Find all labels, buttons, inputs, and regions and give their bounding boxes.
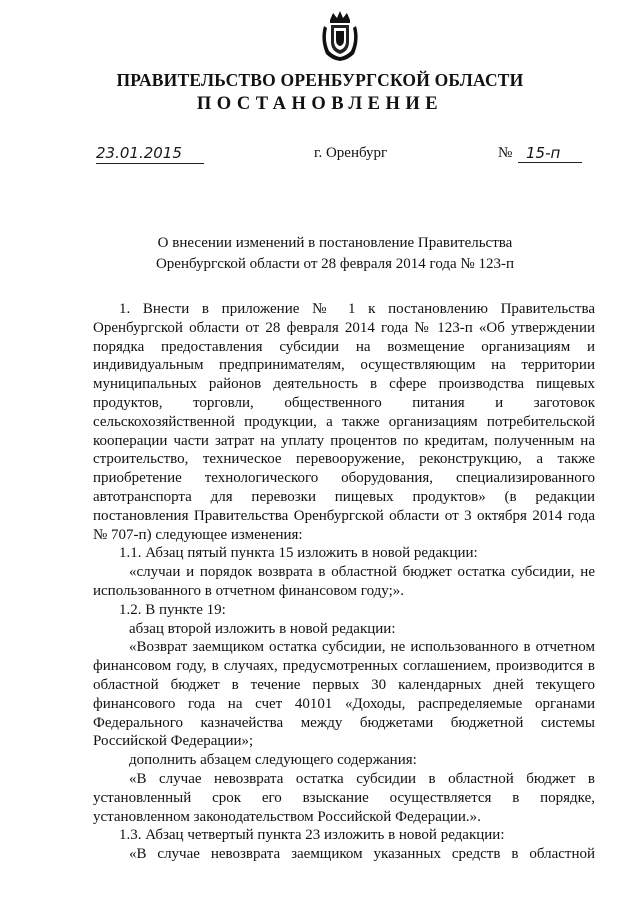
document-number: 15-п — [518, 144, 582, 163]
body-line: кооперации части затрат на уплату процентов по кредитам, полученным на — [93, 432, 595, 449]
body-line: финансового года на счет 40101 «Доходы, распределяемые органами — [93, 695, 595, 712]
body-line: 1.2. В пункте 19: — [119, 601, 226, 618]
body-line: № 707-п) следующее изменения: — [93, 526, 303, 543]
document-type: ПОСТАНОВЛЕНИЕ — [196, 94, 444, 114]
body-line: автотранспорта для перевозки пищевых продуктов» (в редакции — [93, 488, 595, 505]
coat-of-arms-icon — [318, 10, 362, 64]
document-body — [93, 300, 595, 864]
body-line: использованного в отчетном финансовом году;». — [93, 582, 404, 599]
body-line: 1.3. Абзац четвертый пункта 23 изложить в новой редакции: — [119, 827, 505, 844]
body-line: продуктов, торговли, общественного питания и заготовок — [93, 394, 595, 411]
body-line: установленном законодательством Российской Федерации.». — [93, 808, 481, 825]
body-line: строительство, техническое перевооружение, реконструкцию, а также — [93, 451, 595, 468]
organization-title: ПРАВИТЕЛЬСТВО ОРЕНБУРГСКОЙ ОБЛАСТИ — [116, 70, 524, 90]
body-line: абзац второй изложить в новой редакции: — [129, 620, 396, 637]
body-line: порядка предоставления субсидии на возмещение организациям и — [93, 338, 595, 355]
body-line: сельскохозяйственной продукции, а также организациям потребительской — [93, 413, 595, 430]
body-line: постановления Правительства Оренбургской области от 3 октября 2014 года — [93, 507, 595, 524]
body-line: Российской Федерации»; — [93, 733, 254, 750]
body-line: муниципальных районов деятельность в сфере производства пищевых — [93, 376, 595, 393]
body-line: областной бюджет в течение первых 30 календарных дней текущего — [93, 676, 595, 693]
body-line: Оренбургской области от 28 февраля 2014 года № 123-п «Об утверждении — [93, 319, 595, 336]
subject-line: Оренбургской области от 28 февраля 2014 года № 123-п — [155, 255, 515, 272]
body-line: дополнить абзацем следующего содержания: — [129, 752, 417, 769]
body-line: 1. Внести в приложение № 1 к постановлению Правительства — [119, 301, 595, 317]
body-line: установленный срок его взыскание осуществляется в порядке, — [93, 789, 595, 806]
body-line: «случаи и порядок возврата в областной бюджет остатка субсидии, не — [129, 564, 595, 581]
body-line: «В случае невозврата заемщиком указанных средств в областной — [129, 846, 595, 863]
body-line: приобретение технологического оборудования, специализированного — [93, 470, 595, 487]
document-subject — [120, 233, 550, 274]
subject-line: О внесении изменений в постановление Правительства — [157, 235, 513, 251]
body-line: «В случае невозврата остатка субсидии в областной бюджет в — [129, 770, 595, 787]
body-line: 1.1. Абзац пятый пункта 15 изложить в новой редакции: — [119, 545, 478, 562]
document-date: 23.01.2015 — [96, 144, 204, 164]
body-line: индивидуальным предпринимателям, осуществляющим на территории — [93, 357, 595, 374]
body-line: «Возврат заемщиком остатка субсидии, не использованного в отчетном — [129, 639, 595, 656]
body-line: Федерального казначейства между бюджетами бюджетной системы — [93, 714, 595, 731]
document-city: г. Оренбург — [314, 145, 388, 161]
body-line: финансовом году, в случаях, предусмотренных соглашением, производится в — [93, 658, 595, 675]
document-number-label: № — [498, 145, 513, 161]
